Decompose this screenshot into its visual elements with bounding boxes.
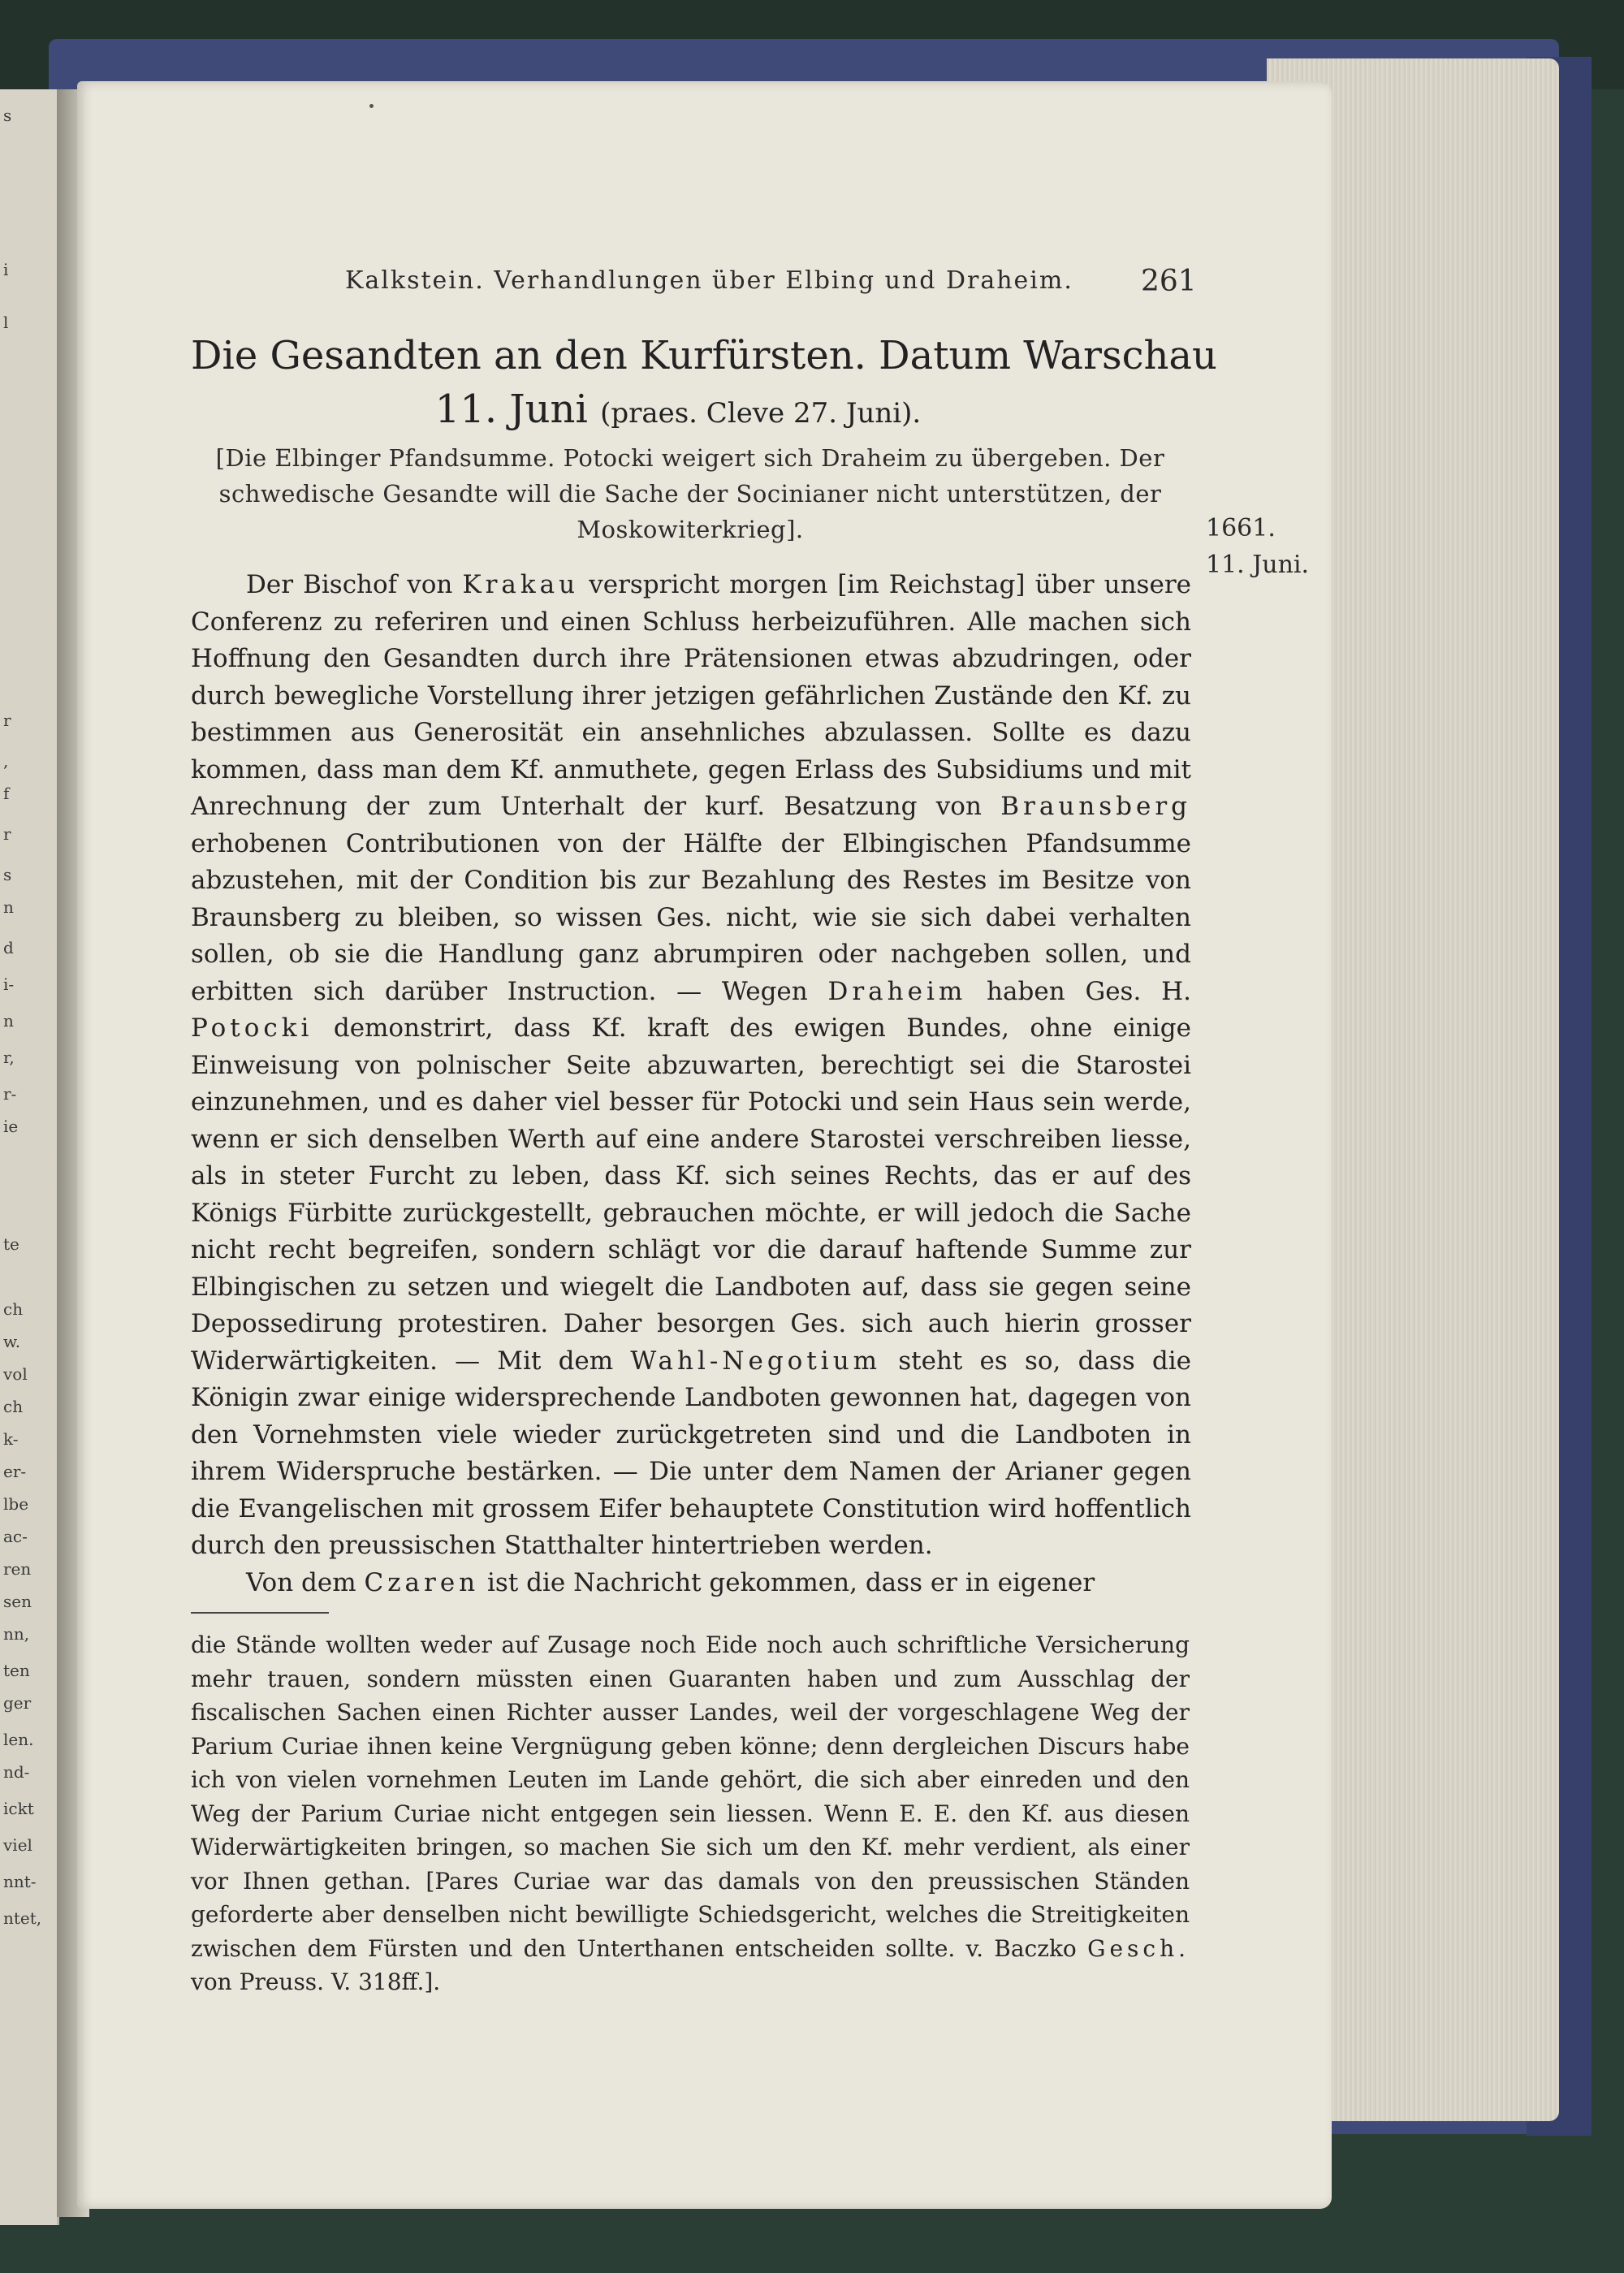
- left-page-fragment: d: [3, 938, 14, 957]
- left-page-fragment: lbe: [3, 1494, 29, 1514]
- left-page-fragment: viel: [3, 1835, 32, 1855]
- footnote-gesch: Gesch.: [1087, 1934, 1190, 1962]
- left-page-fragment: i-: [3, 974, 15, 994]
- text-run: von Preuss. V. 318ff.].: [191, 1968, 441, 1995]
- title-line-2: [191, 382, 1165, 440]
- left-page-fragment: len.: [3, 1730, 34, 1749]
- left-page-fragment: ch: [3, 1299, 24, 1319]
- title-note: (praes. Cleve 27. Juni).: [600, 397, 922, 430]
- left-page-fragment: sen: [3, 1592, 32, 1611]
- left-page-fragment: nd-: [3, 1762, 30, 1782]
- paragraph-1: [191, 567, 1191, 1565]
- title-date: 11. Juni: [434, 387, 588, 432]
- text-run: Von dem: [246, 1567, 365, 1597]
- left-page-fragment: r-: [3, 1084, 17, 1104]
- left-page-fragment: nnt-: [3, 1872, 37, 1891]
- body-text: [191, 567, 1191, 1601]
- left-page-fragment: k-: [3, 1429, 19, 1449]
- text-run: verspricht morgen [im Reichstag] über unsere Conferenz zu referiren und einen Schluss herbeizuführen. Alle machen sich Hoffnung den Gesandten durch ihre Prätensionen etwas abzudringen, oder durch bewegliche Vorstellung ihrer jetzigen gefährlichen Zustände den Kf. zu bestimmen aus Generosität ein ansehnliches abzulassen. Sollte es dazu kommen, dass man dem Kf. anmuthete, gegen Erlass des Subsidiums und mit Anrechnung der zum Unterhalt der kurf. Besatzung von: [191, 570, 1191, 821]
- margin-date: 11. Juni.: [1206, 551, 1310, 579]
- running-head: Kalkstein. Verhandlungen über Elbing und Draheim.: [345, 266, 1073, 295]
- left-page-fragment: s: [3, 106, 12, 125]
- text-run: haben Ges. H.: [966, 976, 1191, 1006]
- term-wahl-negotium: Wahl-Negotium: [630, 1346, 882, 1376]
- name-draheim: Draheim: [827, 976, 967, 1006]
- text-run: demonstrirt, dass Kf. kraft des ewigen Bundes, ohne einige Einweisung von polnischer Seite abzuwarten, berechtigt sei die Starostei einzunehmen, und es daher viel besser für Potocki und sein Haus sein werde, wenn er sich denselben Werth auf eine andere Starostei verschreiben liesse, als in steter Furcht zu leben, dass Kf. sich seines Rechts, das er auf des Königs Fürbitte zurückgestellt, gebrauchen möchte, er will jedoch die Sache nicht recht begreifen, sondern schlägt vor die darauf haftende Summe zur Elbingischen zu setzen und wiegelt die Landboten auf, dass sie gegen seine Depossedirung protestiren. Daher besorgen Ges. sich auch hierin grosser Widerwärtigkeiten. — Mit dem: [191, 1013, 1191, 1376]
- margin-year: 1661.: [1206, 514, 1276, 542]
- left-page-fragment: ntet,: [3, 1908, 42, 1928]
- left-page: [0, 89, 59, 2225]
- left-page-fragment: ten: [3, 1661, 30, 1680]
- name-braunsberg: Braunsberg: [1000, 792, 1191, 821]
- document-title: [191, 329, 1217, 440]
- left-page-fragment: n: [3, 897, 14, 917]
- page-speck: [369, 104, 374, 108]
- name-potocki: Potocki: [191, 1013, 313, 1043]
- name-krakau: Krakau: [462, 570, 580, 599]
- footnote-divider: [191, 1612, 329, 1614]
- text-run: steht es so, dass die Königin zwar einige widersprechende Landboten gewonnen hat, dagegen von den Vornehmsten viele wieder zurückgetreten sind und die Landboten in ihrem Widerspruche bestärken. — Die unter dem Namen der Arianer gegen die Evangelischen mit grossem Eifer behauptete Constitution wird hoffentlich durch den preussischen Statthalter hintertrieben werden.: [191, 1346, 1192, 1560]
- left-page-fragment: ickt: [3, 1799, 34, 1818]
- left-page-fragment: vol: [3, 1364, 28, 1384]
- name-czaren: Czaren: [364, 1567, 480, 1597]
- left-page-fragment: s: [3, 865, 12, 884]
- text-run: ist die Nachricht gekommen, dass er in eigener: [479, 1567, 1095, 1597]
- left-page-fragment: r: [3, 711, 11, 730]
- left-page-fragment: nn,: [3, 1624, 30, 1644]
- footnote-paragraph: [191, 1628, 1190, 1999]
- left-page-fragment: w.: [3, 1332, 21, 1351]
- left-page-fragment: l: [3, 313, 9, 332]
- page-number: 261: [1141, 265, 1197, 298]
- title-line-1: Die Gesandten an den Kurfürsten. Datum Warschau: [191, 333, 1217, 378]
- left-page-fragment: n: [3, 1011, 14, 1031]
- left-page-fragment: i: [3, 260, 9, 279]
- paragraph-2: [191, 1565, 1191, 1602]
- left-page-fragment: ch: [3, 1397, 24, 1416]
- left-page-fragment: er-: [3, 1462, 27, 1481]
- summary: [Die Elbinger Pfandsumme. Potocki weigert sich Draheim zu übergeben. Der schwedische Gesandte will die Sache der Socinianer nicht unterstützen, der Moskowiterkrieg].: [215, 444, 1165, 543]
- text-run: Der Bischof von: [246, 570, 463, 599]
- left-page-fragment: ,: [3, 751, 9, 771]
- left-page-fragment: te: [3, 1234, 19, 1254]
- left-page-fragment: f: [3, 784, 10, 803]
- text-run: die Stände wollten weder auf Zusage noch Eide noch auch schriftliche Versicherung mehr trauen, sondern müssten einen Guaranten haben und zum Ausschlag der fiscalischen Sachen einen Richter ausser Landes, weil der vorgeschlagene Weg der Parium Curiae ihnen keine Vergnügung geben könne; denn dergleichen Discurs habe ich von vielen vornehmen Leuten im Lande gehört, die sich aber einreden und den Weg der Parium Curiae nicht entgegen sein liessen. Wenn E. E. den Kf. aus diesen Widerwärtigkeiten bringen, so machen Sie sich um den Kf. mehr verdient, als einer vor Ihnen gethan. [Pares Curiae war das damals von den preussischen Ständen geforderte aber denselben nicht bewilligte Schiedsgericht, welches die Streitigkeiten zwischen dem Fürsten und den Unterthanen entscheiden sollte. v. Baczko: [191, 1631, 1190, 1962]
- left-page-fragment: r: [3, 824, 11, 844]
- book-page: [77, 81, 1332, 2209]
- left-page-fragment: ie: [3, 1117, 19, 1136]
- footnote: [191, 1628, 1190, 1999]
- left-page-fragment: r,: [3, 1048, 15, 1067]
- left-page-fragment: ren: [3, 1559, 32, 1579]
- left-page-fragment: ac-: [3, 1527, 28, 1546]
- text-run: erhobenen Contributionen von der Hälfte der Elbingischen Pfandsumme abzustehen, mit der Condition bis zur Bezahlung des Restes im Besitze von Braunsberg zu bleiben, so wissen Ges. nicht, wie sie sich dabei verhalten sollen, ob sie die Handlung ganz abrumpiren oder nachgeben sollen, und erbitten sich darüber Instruction. — Wegen: [191, 828, 1191, 1006]
- left-page-fragment: ger: [3, 1693, 32, 1713]
